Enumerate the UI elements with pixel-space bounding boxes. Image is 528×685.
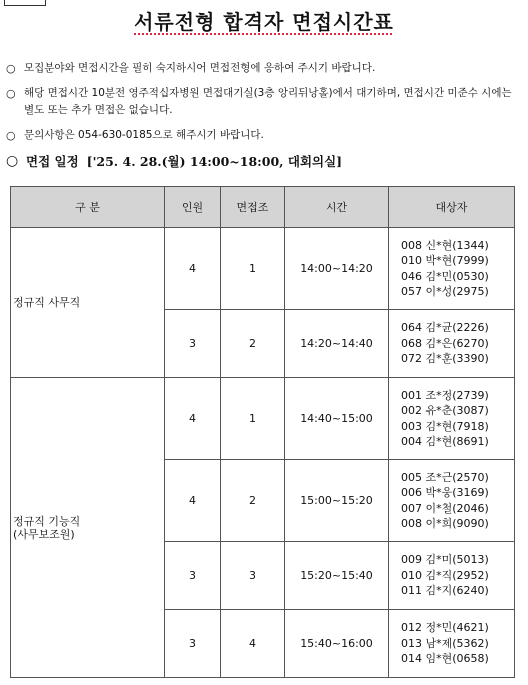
circle-bullet-icon: ○ [6,62,16,75]
people-cell [389,610,515,678]
count-cell: 4 [165,228,221,310]
category-cell: 정규직 사무직 [11,228,165,378]
note-item: ○ 모집분야와 면접시간을 필히 숙지하시어 면접전형에 응하여 주시기 바랍니다. [6,62,376,75]
team-cell: 1 [221,378,285,460]
candidate-entry: 064 김*균(2226) [401,321,489,335]
candidate-entry: 004 김*현(8691) [401,435,489,448]
team-cell: 4 [221,610,285,678]
time-cell: 15:40~16:00 [285,610,389,678]
team-cell: 1 [221,228,285,310]
note-item: ○ 해당 면접시간 10분전 영주적십자병원 면접대기실(3층 앙리뒤낭홀)에서 대기하며, 면접시간 미준수 시에는 별도 또는 추가 면접은 없습니다. [6,87,512,116]
time-cell: 14:00~14:20 [285,228,389,310]
notes-section [6,60,522,170]
candidate-entry: 007 이*철(2046) [401,501,489,515]
count-cell: 3 [165,610,221,678]
team-cell: 3 [221,542,285,610]
count-cell: 3 [165,542,221,610]
candidate-entry: 057 이*성(2975) [401,285,489,298]
candidate-entry: 046 김*민(0530) [401,269,489,283]
category-cell: 정규직 기능직 (사무보조원) [11,378,165,678]
candidate-entry: 009 김*미(5013) [401,553,489,567]
people-cell [389,228,515,310]
time-cell: 15:00~15:20 [285,460,389,542]
candidate-entry: 014 임*현(0658) [401,652,489,666]
header-team: 면접조 [221,187,285,228]
candidate-entry: 006 박*웅(3169) [401,486,489,499]
schedule-table [10,186,515,678]
candidate-entry: 072 김*훈(3390) [401,352,489,366]
candidate-entry: 013 남*제(5362) [401,636,489,650]
time-cell: 14:20~14:40 [285,310,389,378]
count-cell: 4 [165,460,221,542]
page-title: 서류전형 합격자 면접시간표 [134,10,394,34]
table-header-row [11,187,515,228]
schedule-line [6,152,522,170]
team-cell: 2 [221,460,285,542]
team-cell: 2 [221,310,285,378]
header-time: 시간 [285,187,389,228]
candidate-entry: 002 유*춘(3087) [401,404,489,417]
candidate-entry: 068 김*은(6270) [401,336,489,350]
count-cell: 3 [165,310,221,378]
table-row [11,228,515,310]
people-cell [389,378,515,460]
candidate-entry: 010 김*직(2952) [401,568,489,582]
header-count: 인원 [165,187,221,228]
people-cell [389,460,515,542]
candidate-entry: 005 조*근(2570) [401,470,489,484]
count-cell: 4 [165,378,221,460]
circle-bullet-icon: ○ [6,129,16,142]
candidate-entry: 010 박*현(7999) [401,254,489,267]
time-cell: 15:20~15:40 [285,542,389,610]
table-row [11,378,515,460]
header-people: 대상자 [389,187,515,228]
people-cell [389,310,515,378]
people-cell [389,542,515,610]
candidate-entry: 008 신*현(1344) [401,238,489,252]
candidate-entry: 008 이*희(9090) [401,517,489,530]
note-item: ○ 문의사항은 054-630-0185으로 해주시기 바랍니다. [6,129,264,142]
candidate-entry: 001 조*정(2739) [401,388,489,402]
circle-bullet-icon: ○ [6,87,16,100]
candidate-entry: 003 김*현(7918) [401,419,489,433]
circle-bullet-icon: ○ [6,153,19,169]
schedule-value: ['25. 4. 28.(월) 14:00~18:00, 대회의실] [86,154,343,169]
time-cell: 14:40~15:00 [285,378,389,460]
candidate-entry: 012 정*민(4621) [401,621,489,635]
candidate-entry: 011 김*지(6240) [401,584,489,598]
schedule-label: 면접 일정 [26,154,79,169]
header-category: 구 분 [11,187,165,228]
table-body [11,228,515,678]
